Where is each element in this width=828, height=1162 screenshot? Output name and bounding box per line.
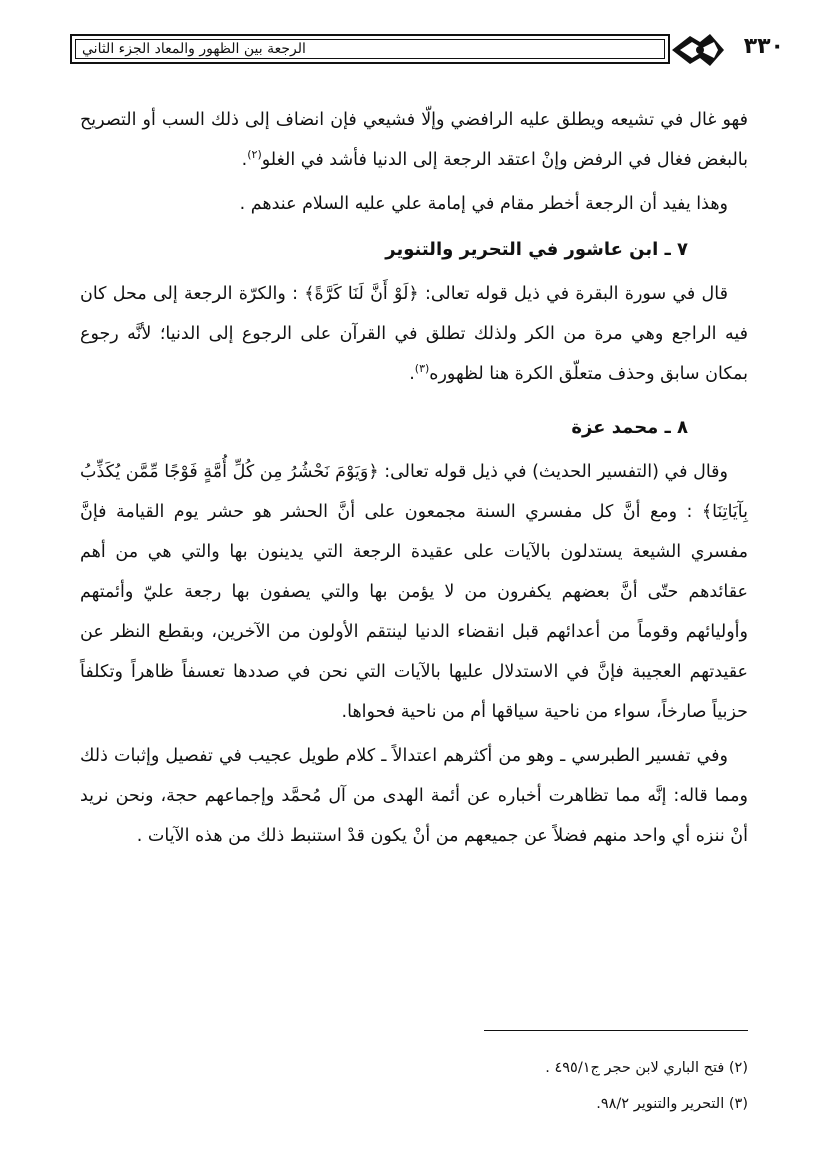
paragraph-text: : ومع أنَّ كل مفسري السنة مجمعون على أنَّ الحشر هو حشر يوم القيامة فإنَّ مفسري الشيعة يستدلون بالآيات على عقيدة الرجعة التي يدينون بها والتي هي من أهم عقائدهم حتّى أنَّ بعضهم يكفرون من لا يؤمن بها والتي يصفون بها رجعة عليّ وأئمتهم وأوليائهم وقوماً من أعدائهم قبل انقضاء الدنيا لينتقم الأولون من الآخرين، وبقطع النظر عن عقيدتهم العجيبة فإنَّ في الاستدلال عليها بالآيات التي نحن في صددها تعسفاً ظاهراً وتكلفاً حزبياً صارخاً، سواء من ناحية سياقها أم من ناحية فحواها.: [80, 502, 748, 722]
paragraph: وهذا يفيد أن الرجعة أخطر مقام في إمامة علي عليه السلام عندهم .: [239, 194, 728, 214]
footnote-ref: (٢): [247, 148, 262, 162]
footnote-item: (٣) التحرير والتنوير ٩٨/٢.: [596, 1096, 748, 1112]
section-heading: ٧ ـ ابن عاشور في التحرير والتنوير: [385, 239, 688, 260]
footnotes: [80, 1050, 748, 1122]
footnote-divider: [484, 1030, 748, 1031]
main-text: [80, 100, 748, 860]
page-header: [40, 28, 784, 72]
paragraph-text: : والكرّة الرجعة إلى محل كان فيه الراجع وهي مرة من الكر ولذلك تطلق في القرآن على الرجوع إلى الدنيا؛ لأنَّه رجوع بمكان سابق وحذف متعلّق الكرة هنا لظهوره: [80, 284, 748, 384]
quran-verse: ﴿وَيَوْمَ نَحْشُرُ مِن كُلِّ أُمَّةٍ فَوْجًا مِّمَّن يُكَذِّبُ بِآيَاتِنَا﴾: [80, 462, 748, 522]
paragraph-text: وقال في (التفسير الحديث) في ذيل قوله تعالى:: [384, 462, 728, 482]
quran-verse: ﴿لَوْ أَنَّ لَنَا كَرَّةً﴾: [304, 284, 419, 304]
paragraph-text: قال في سورة البقرة في ذيل قوله تعالى:: [424, 284, 728, 304]
header-title-frame: [70, 34, 670, 64]
page-number: ٣٣٠: [743, 34, 784, 59]
paragraph-text: فهو غال في تشيعه ويطلق عليه الرافضي وإلّا فشيعي فإن انضاف إلى ذلك السب أو التصريح بالبغض فغال في الرفض وإنْ اعتقد الرجعة إلى الدنيا فأشد في الغلو: [80, 110, 748, 170]
paragraph: وفي تفسير الطبرسي ـ وهو من أكثرهم اعتدالاً ـ كلام طويل عجيب في تفصيل وإثبات ذلك ومما قاله: إنَّه مما تظاهرت أخباره عن أئمة الهدى من آل مُحمَّد وإجماعهم حجة، ونحن نريد أنْ ننزه أي واحد منهم فضلاً عن جميعهم من أنْ يكون قدْ استنبط ذلك من هذه الآيات .: [80, 746, 748, 846]
paragraph: فهو غال في تشيعه ويطلق عليه الرافضي وإلّا فشيعي فإن انضاف إلى ذلك السب أو التصريح بالبغض فغال في الرفض وإنْ اعتقد الرجعة إلى الدنيا فأشد في الغلو$^{(٢)}$.: [80, 110, 748, 170]
paragraph: [80, 452, 748, 732]
paragraph-end: .: [409, 364, 415, 384]
paragraph: [80, 274, 748, 394]
book-title: الرجعة بين الظهور والمعاد الجزء الثاني: [82, 41, 306, 57]
footnote-ref: (٣): [414, 362, 430, 376]
section-heading: ٨ ـ محمد عزة: [571, 417, 688, 438]
footnote-item: (٢) فتح الباري لابن حجر ج٤٩٥/١ .: [545, 1060, 748, 1076]
ornament-icon: [670, 30, 726, 70]
